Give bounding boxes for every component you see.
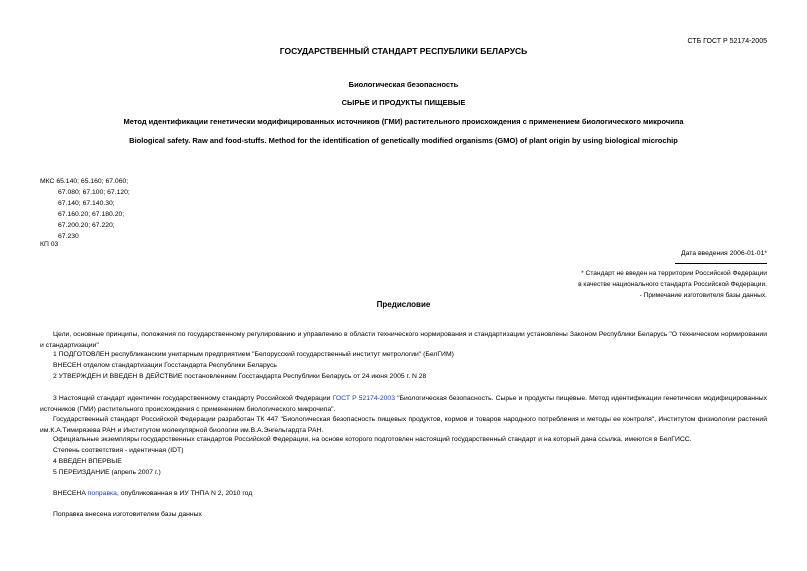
- amendment-text: , опубликованная в ИУ ТНПА N 2, 2010 год: [116, 490, 253, 497]
- mks-line: 67.200.20; 67.220;: [58, 222, 115, 229]
- introduction-date: Дата введения 2006-01-01*: [681, 250, 767, 257]
- title-russian: Метод идентификации генетически модифицированных источников (ГМИ) растительного происхождения с применением биологического микрочипа: [123, 117, 684, 126]
- preface-title: Предисловие: [376, 300, 431, 309]
- footnote-block: [578, 268, 767, 301]
- preface-official: Официальные экземпляры государственных стандартов Российской Федерации, на основе которого подготовлен настоящий государственный стандарт и на который дана ссылка, имеются в БелГИСС.: [53, 436, 692, 443]
- mks-codes: [40, 176, 130, 242]
- amendment-line: [53, 490, 252, 497]
- footnote-line: * Стандарт не введен на территории Российской Федерации: [581, 270, 767, 277]
- mks-line: МКС 65.140; 65.160; 67.060;: [40, 178, 129, 185]
- footnote-divider: [675, 263, 767, 264]
- subject-heading: Биологическая безопасность: [348, 80, 459, 89]
- preface-goals: Цели, основные принципы, положения по государственному регулированию и управлению в области технического нормирования и стандартизации установлены Законом Республики Беларусь "О техническом нормировании и стандартизации": [40, 331, 767, 349]
- footnote-line: - Примечание изготовителя базы данных.: [639, 292, 767, 299]
- item-3-text: 3 Настоящий стандарт идентичен государственному стандарту Российской Федерации: [53, 395, 333, 402]
- state-standard-heading: ГОСУДАРСТВЕННЫЙ СТАНДАРТ РЕСПУБЛИКИ БЕЛАРУСЬ: [279, 46, 528, 56]
- preface-item-5: 5 ПЕРЕИЗДАНИЕ (апрель 2007 г.): [53, 469, 161, 476]
- amendment-link[interactable]: поправка: [87, 490, 117, 497]
- mks-line: 67.160.20; 67.180.20;: [58, 211, 125, 218]
- product-heading: СЫРЬЕ И ПРОДУКТЫ ПИЩЕВЫЕ: [341, 98, 466, 107]
- mks-line: 67.080; 67.100; 67.120;: [58, 189, 130, 196]
- preface-developer: Государственный стандарт Российской Федерации разработан ТК 447 "Биологическая безопасность пищевых продуктов, кормов и товаров народного потребления и методы ее контроля", Институтом физиологии растений им.К.А.Тимирязева РАН и Институтом молекулярной биологии им.В.А.Энгельгардта РАН.: [40, 416, 767, 434]
- document-code: СТБ ГОСТ Р 52174-2005: [687, 38, 767, 45]
- preface-item-4: 4 ВВЕДЕН ВПЕРВЫЕ: [53, 458, 122, 465]
- kp-code: КП 03: [40, 241, 59, 248]
- mks-line: 67.230: [58, 233, 79, 240]
- mks-line: 67.140; 67.140.30;: [58, 200, 115, 207]
- preface-item-2: 2 УТВЕРЖДЕН И ВВЕДЕН В ДЕЙСТВИЕ постановлением Госстандарта Республики Беларусь от 24 июня 2005 г. N 28: [53, 373, 427, 380]
- preface-item-1: 1 ПОДГОТОВЛЕН республиканским унитарным предприятием "Белорусский государственный институт метрологии" (БелГИМ): [53, 351, 454, 358]
- gost-link[interactable]: ГОСТ Р 52174-2003: [332, 395, 395, 402]
- amendment-note: Поправка внесена изготовителем базы данных: [53, 511, 202, 518]
- amendment-text: ВНЕСЕНА: [53, 490, 88, 497]
- title-english: Biological safety. Raw and food-stuffs. Method for the identification of genetically modified organisms (GMO) of plant origin by using biological microchip: [129, 136, 678, 145]
- preface-item-3: [40, 394, 767, 415]
- preface-introduced: ВНЕСЕН отделом стандартизации Госстандарта Республики Беларусь: [53, 362, 277, 369]
- item-3-text: "Биологическая безопасность. Сырье и продукты пищевые. Метод идентификации генетически модифицированных источников (ГМИ) растительного происхождения с применением биологического микрочипа".: [40, 395, 768, 413]
- preface-compliance: Степень соответствия - идентичная (IDT): [53, 447, 184, 454]
- footnote-line: в качестве национального стандарта Российской Федерации.: [578, 281, 767, 288]
